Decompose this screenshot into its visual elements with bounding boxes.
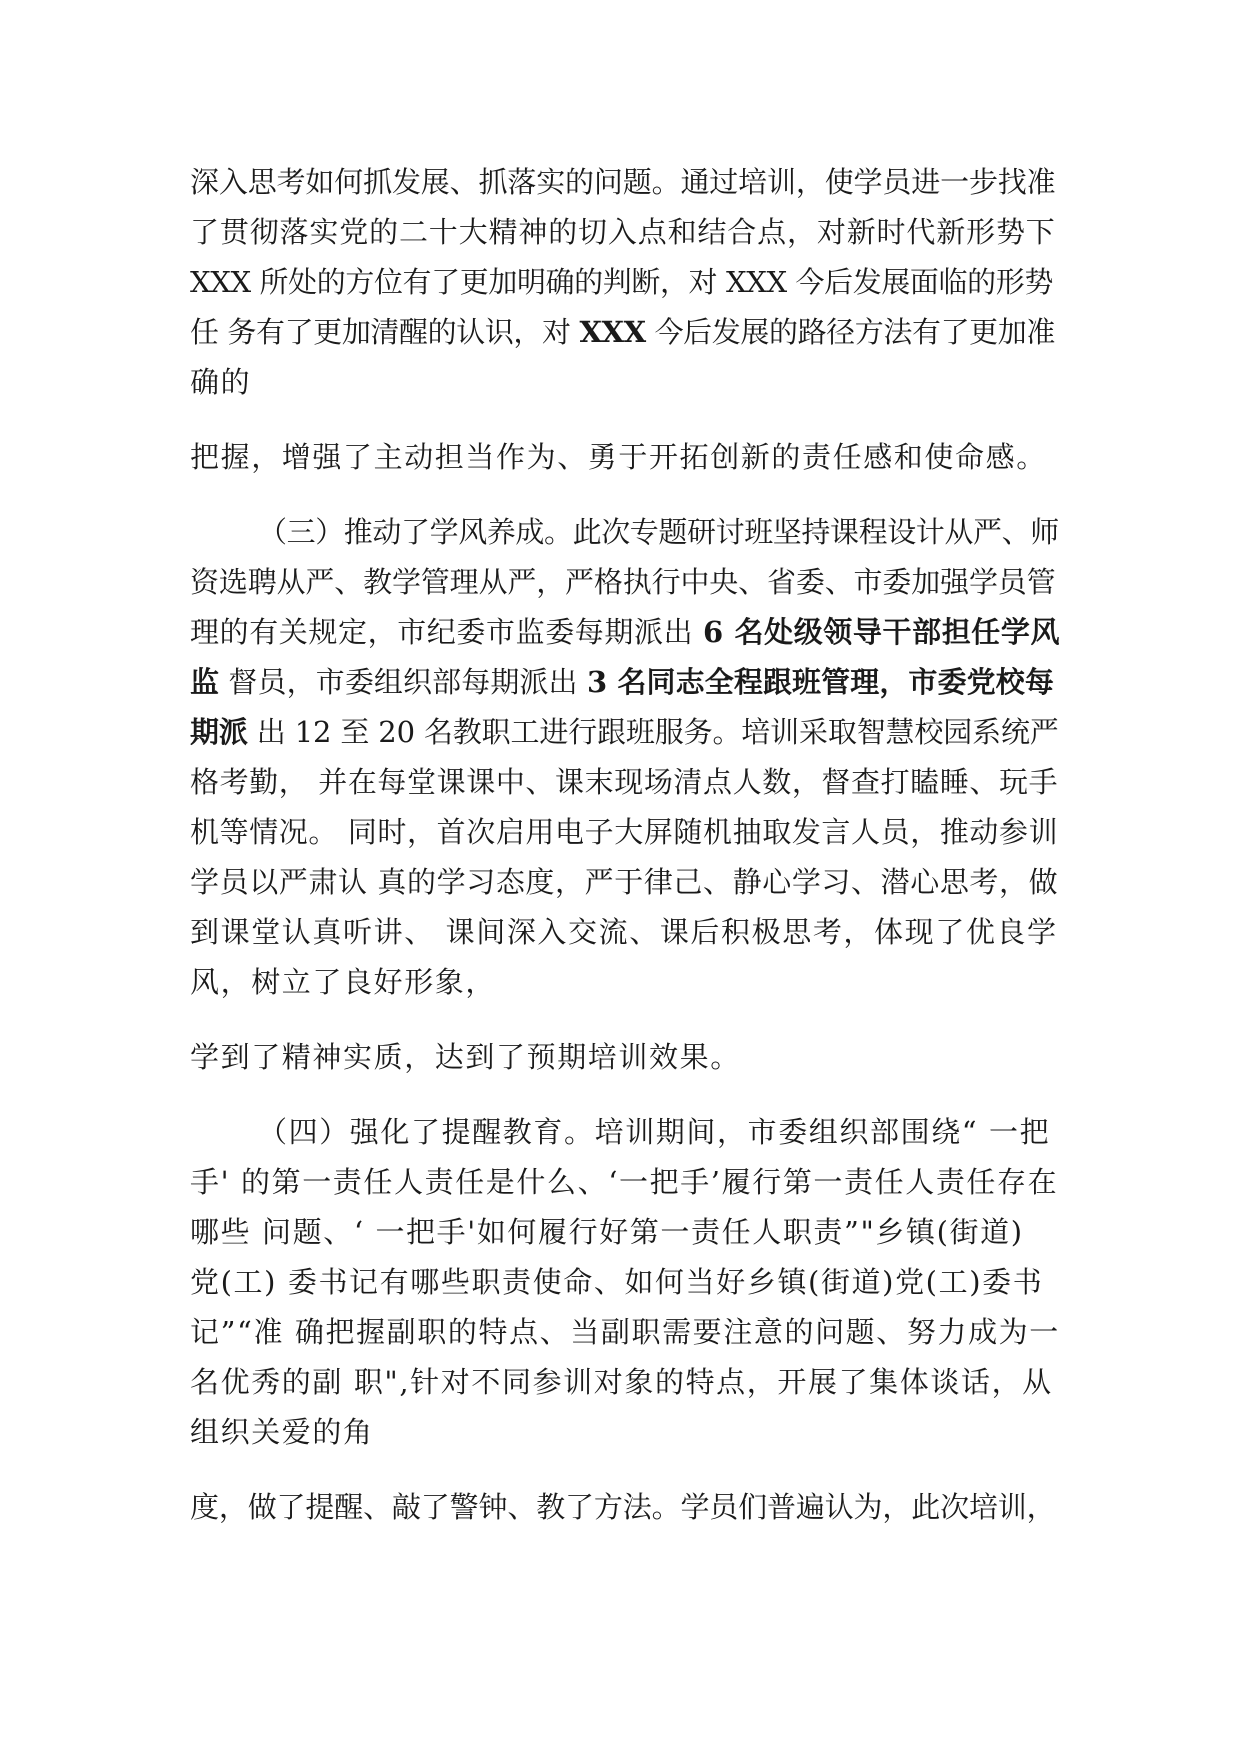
text-line: 深入思考如何抓发展、抓落实的问题。通过培训，使学员进一步找准: [190, 165, 1056, 199]
text-line: 了贯彻落实党的二十大精神的切入点和结合点，对新时代新形势下: [190, 215, 1056, 249]
text-line: 度，做了提醒、敲了警钟、教了方法。学员们普遍认为，此次培训，: [190, 1490, 1056, 1524]
text-line: 理的有关规定，市纪委市监委每期派出 6 名处级领导干部担任学风: [190, 615, 1061, 649]
text-line: 记”“准 确把握副职的特点、当副职需要注意的问题、努力成为一: [190, 1315, 1060, 1349]
text-line: 格考勤， 并在每堂课课中、课末现场清点人数，督查打瞌睡、玩手: [190, 765, 1059, 799]
text-line: 组织关爱的角: [190, 1415, 374, 1449]
text-line: XXX 所处的方位有了更加明确的判断，对 XXX 今后发展面临的形势: [190, 265, 1053, 299]
text-line: 手' 的第一责任人责任是什么、‘一把手’履行第一责任人责任存在: [190, 1165, 1059, 1199]
section-heading-line: （三）推动了学风养成。此次专题研讨班坚持课程设计从严、师: [258, 515, 1059, 549]
text-line: 哪些 问题、‘ 一把手'如何履行好第一责任人职责”"乡镇(街道): [190, 1215, 1024, 1249]
text-line: 党(工) 委书记有哪些职责使命、如何当好乡镇(街道)党(工)委书: [190, 1265, 1044, 1299]
text-line: 任 务有了更加清醒的认识，对 XXX 今后发展的路径方法有了更加准: [190, 315, 1055, 349]
text-line: 风，树立了良好形象，: [190, 965, 497, 999]
text-line: 机等情况。 同时，首次启用电子大屏随机抽取发言人员，推动参训: [190, 815, 1059, 849]
text-line: 把握，增强了主动担当作为、勇于开拓创新的责任感和使命感。: [190, 440, 1047, 474]
section-heading-line: （四）强化了提醒教育。培训期间，市委组织部围绕“ 一把: [258, 1115, 1051, 1149]
text-line: 学员以严肃认 真的学习态度，严于律己、静心学习、潜心思考，做: [190, 865, 1059, 899]
text-line: 确的: [190, 365, 252, 399]
text-line: 资选聘从严、教学管理从严，严格执行中央、省委、市委加强学员管: [190, 565, 1056, 599]
text-line: 学到了精神实质，达到了预期培训效果。: [190, 1040, 741, 1074]
text-line: 名优秀的副 职",针对不同参训对象的特点，开展了集体谈话，从: [190, 1365, 1053, 1399]
text-line: 期派 出 12 至 20 名教职工进行跟班服务。培训采取智慧校园系统严: [190, 715, 1059, 749]
text-line: 到课堂认真听讲、 课间深入交流、课后积极思考，体现了优良学: [190, 915, 1058, 949]
text-line: 监 督员，市委组织部每期派出 3 名同志全程跟班管理，市委党校每: [190, 665, 1054, 699]
